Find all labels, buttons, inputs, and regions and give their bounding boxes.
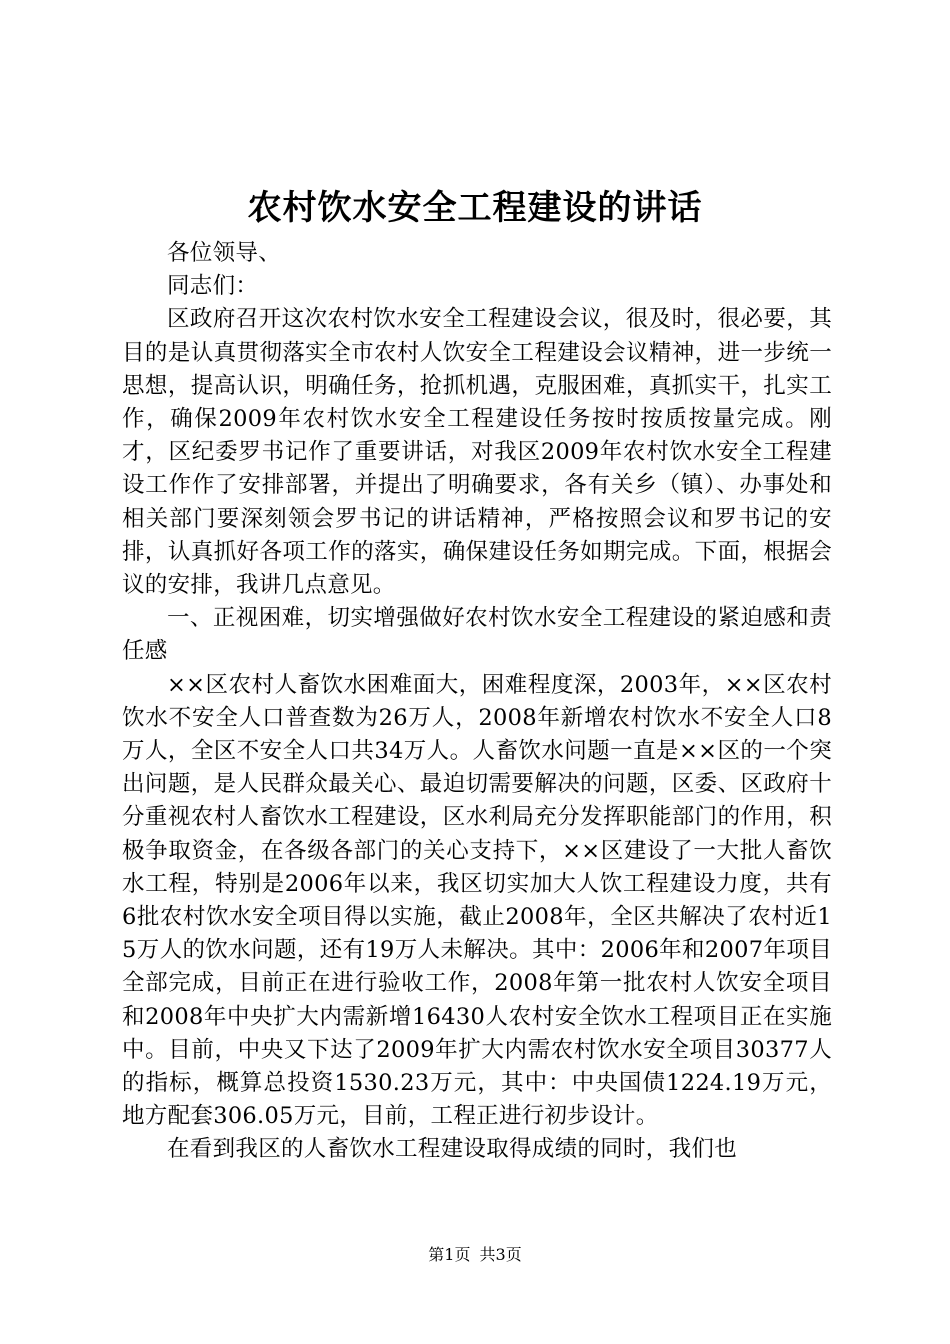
document-title: 农村饮水安全工程建设的讲话 (247, 188, 703, 228)
page-number-total: 共3页 (479, 1245, 522, 1264)
body-paragraph: 区政府召开这次农村饮水安全工程建设会议，很及时，很必要，其目的是认真贯彻落实全市农村人饮安全工程建设会议精神，进一步统一思想，提高认识，明确任务，抢抓机遇，克服困难，真抓实干，扎实工作，确保2009年农村饮水安全工程建设任务按时按质按量完成。刚才，区纪委罗书记作了重要讲话，对我区2009年农村饮水安全工程建设工作作了安排部署，并提出了明确要求，各有关乡（镇）、办事处和相关部门要深刻领会罗书记的讲话精神，严格按照会议和罗书记的安排，认真抓好各项工作的落实，确保建设任务如期完成。下面，根据会议的安排，我讲几点意见。 (122, 306, 832, 599)
page-number-current: 第1页 (428, 1245, 471, 1264)
salutation-line: 同志们： (167, 273, 259, 300)
body-paragraph: ××区农村人畜饮水困难面大，困难程度深，2003年，××区农村饮水不安全人口普查数为26万人，2008年新增农村饮水不安全人口8万人，全区不安全人口共34万人。人畜饮水问题一直是××区的一个突出问题，是人民群众最关心、最迫切需要解决的问题，区委、区政府十分重视农村人畜饮水工程建设，区水利局充分发挥职能部门的作用，积极争取资金，在各级各部门的关心支持下，××区建设了一大批人畜饮水工程，特别是2006年以来，我区切实加大人饮工程建设力度，共有6批农村饮水安全项目得以实施，截止2008年，全区共解决了农村近15万人的饮水问题，还有19万人未解决。其中：2006年和2007年项目全部完成，目前正在进行验收工作，2008年第一批农村人饮安全项目和2008年中央扩大内需新增16430人农村安全饮水工程项目正在实施中。目前，中央又下达了2009年扩大内需农村饮水安全项目30377人的指标，概算总投资1530.23万元，其中：中央国债1224.19万元，地方配套306.05万元，目前，工程正进行初步设计。 (122, 671, 832, 1130)
page-footer (0, 1244, 950, 1266)
body-paragraph: 在看到我区的人畜饮水工程建设取得成绩的同时，我们也 (167, 1136, 738, 1163)
document-body (122, 237, 832, 1167)
salutation-line: 各位领导、 (167, 240, 282, 266)
section-heading: 一、正视困难，切实增强做好农村饮水安全工程建设的紧迫感和责任感 (122, 605, 832, 665)
